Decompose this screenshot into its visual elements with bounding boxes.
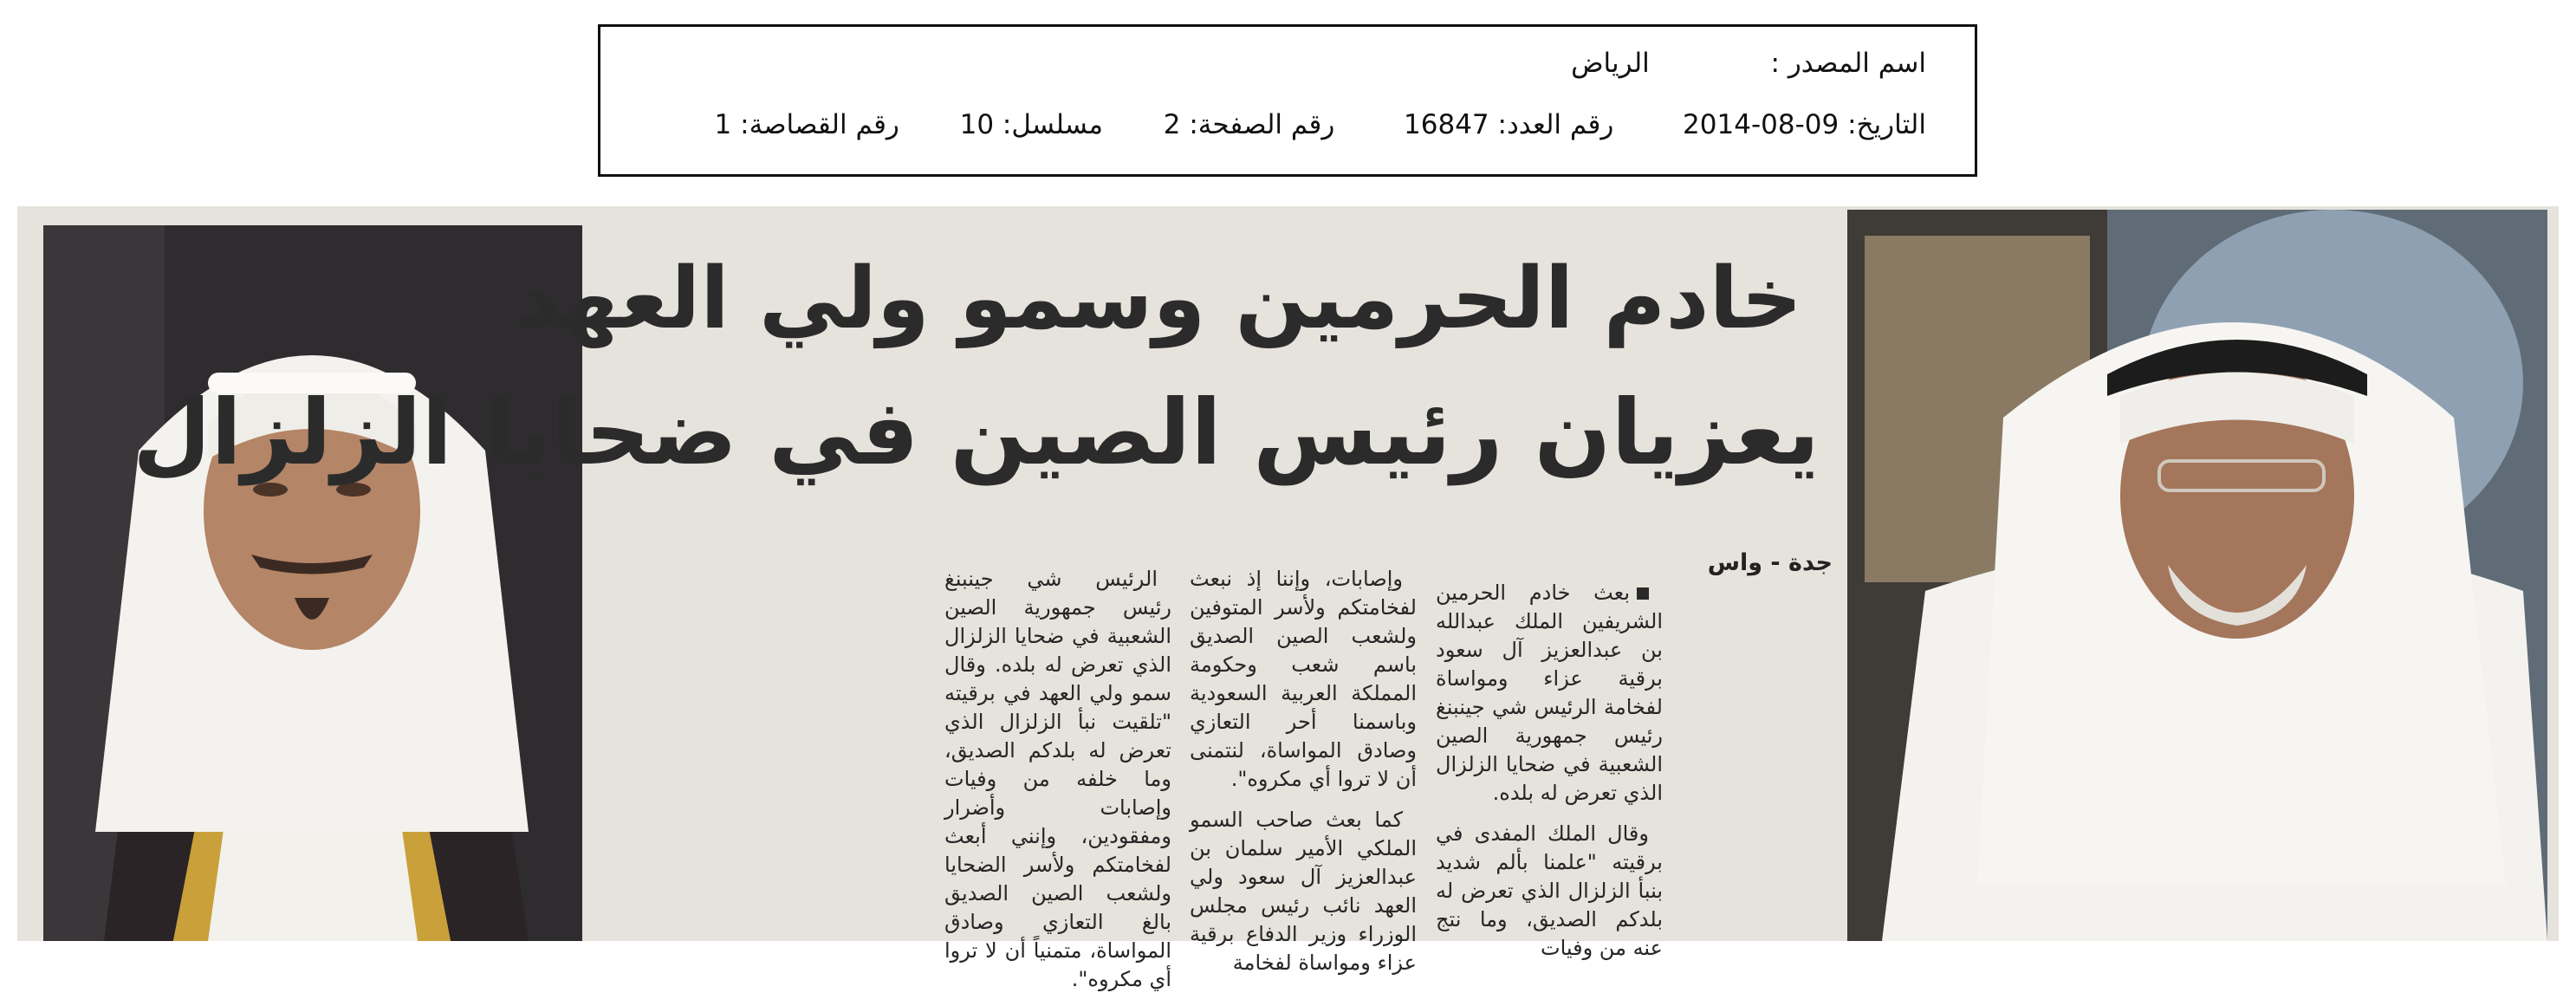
source-line [1571, 48, 1926, 79]
bullet-square-icon [1637, 587, 1649, 600]
clipping-metadata-box [598, 24, 1977, 177]
source-label: اسم المصدر : [1770, 48, 1926, 79]
newspaper-clipping [17, 206, 2559, 991]
clip-label: رقم القصاصة: [740, 109, 899, 140]
col1-paragraph-1: بعث خادم الحرمين الشريفين الملك عبدالله بن عبدالعزيز آل سعود برقية عزاء ومواساة لفخامة الرئيس شي جينبنغ رئيس جمهورية الصين الشعبية في ضحايا الزلزال الذي تعرض له بلده. [1436, 581, 1663, 805]
source-value: الرياض [1571, 48, 1650, 79]
col3-paragraph-1: الرئيس شي جينبنغ رئيس جمهورية الصين الشعبية في ضحايا الزلزال الذي تعرض له بلده. وقال سمو ولي العهد في برقيته "تلقيت نبأ الزلزال الذي تعرض له بلدكم الصديق، وما خلفه من وفيات وإصابات وأضرار ومفقودين، وإنني أبعث لفخامتكم ولأسر الضحايا ولشعب الصين الصديق بالغ التعازي وصادق المواساة، متمنياً أن لا تروا أي مكروه". [944, 567, 1171, 991]
details-line [715, 109, 1926, 140]
headline-line-2: يعزيان رئيس الصين في ضحايا الزلزال [133, 380, 1820, 485]
issue-label: رقم العدد: [1497, 109, 1614, 140]
date-value: 2014-08-09 [1683, 109, 1840, 140]
article-column-2 [1190, 565, 1417, 990]
serial-label: مسلسل: [1002, 109, 1104, 140]
article-column-3 [944, 565, 1171, 1006]
article-column-1 [1436, 579, 1663, 975]
col2-paragraph-2: كما بعث صاحب السمو الملكي الأمير سلمان بن عبدالعزيز آل سعود ولي العهد نائب رئيس مجلس الوزراء وزير الدفاع برقية عزاء ومواساة لفخامة [1190, 808, 1417, 975]
portrait-photo-right [1847, 210, 2547, 941]
issue-value: 16847 [1404, 109, 1489, 140]
dateline: جدة - واس [1707, 549, 1833, 576]
headline-line-1: خادم الحرمين وسمو ولي العهد [515, 250, 1802, 348]
portrait-photo-left [43, 225, 582, 941]
col2-paragraph-1: وإصابات، وإننا إذ نبعث لفخامتكم ولأسر المتوفين ولشعب الصين الصديق باسم شعب وحكومة المملكة العربية السعودية وباسمنا أحر التعازي وصادق المواساة، لنتمنى أن لا تروا أي مكروه". [1190, 567, 1417, 791]
clip-value: 1 [714, 109, 732, 140]
page-label: رقم الصفحة: [1189, 109, 1335, 140]
date-label: التاريخ: [1847, 109, 1926, 140]
page-value: 2 [1163, 109, 1181, 140]
col1-paragraph-2: وقال الملك المفدى في برقيته "علمنا بألم شديد بنبأ الزلزال الذي تعرض له بلدكم الصديق، وما نتج عنه من وفيات [1436, 821, 1663, 960]
serial-value: 10 [959, 109, 995, 140]
